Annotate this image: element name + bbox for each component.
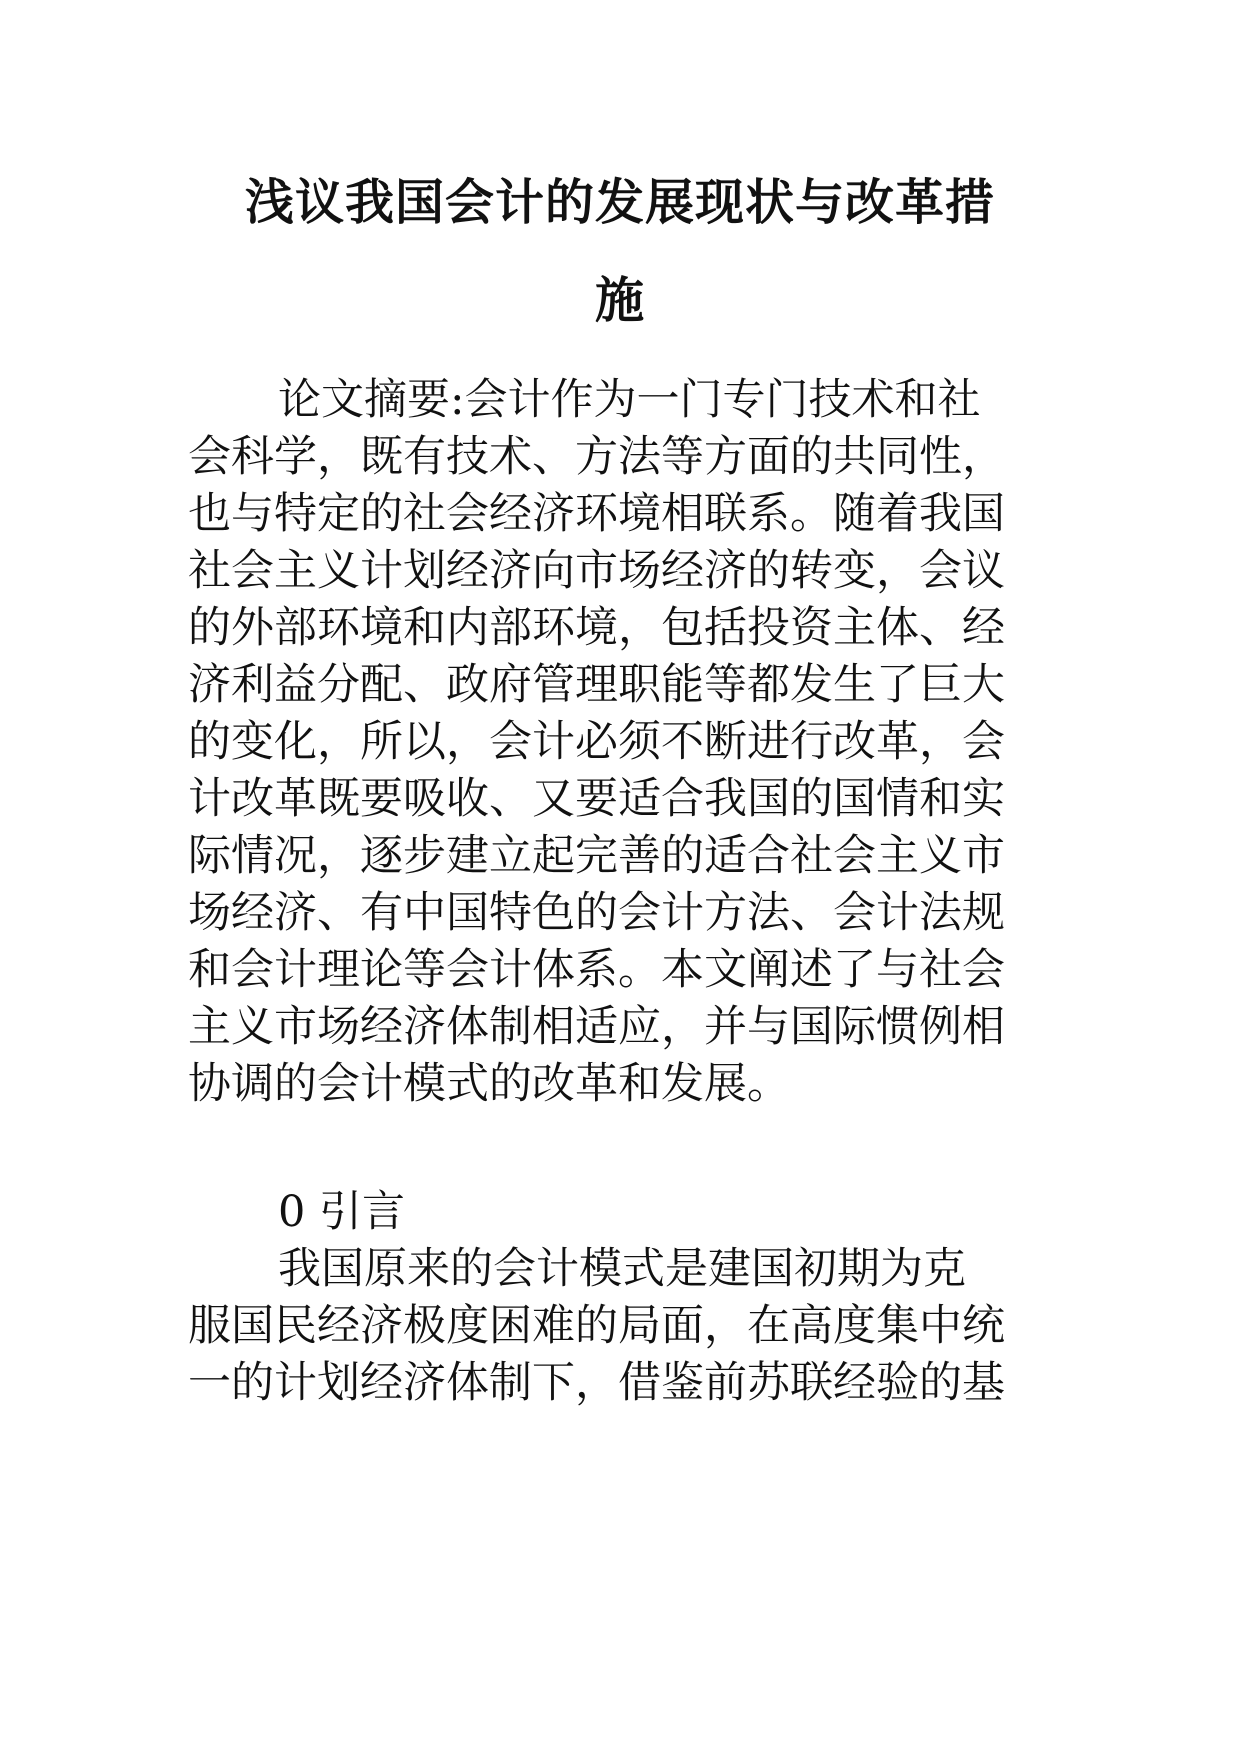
intro-line: 一的计划经济体制下，借鉴前苏联经验的基	[188, 1358, 1005, 1408]
abstract-line: 的外部环境和内部环境，包括投资主体、经	[188, 603, 1005, 653]
abstract-line: 场经济、有中国特色的会计方法、会计法规	[188, 888, 1005, 938]
document-title-line-2: 施	[594, 272, 645, 329]
document-title-line-1: 浅议我国会计的发展现状与改革措	[244, 174, 995, 231]
intro-line: 服国民经济极度困难的局面，在高度集中统	[188, 1301, 1005, 1351]
intro-line: 我国原来的会计模式是建国初期为克	[278, 1244, 966, 1294]
abstract-line: 计改革既要吸收、又要适合我国的国情和实	[188, 774, 1005, 824]
abstract-line: 主义市场经济体制相适应，并与国际惯例相	[188, 1002, 1005, 1052]
abstract-line: 协调的会计模式的改革和发展。	[188, 1059, 790, 1109]
abstract-line: 也与特定的社会经济环境相联系。随着我国	[188, 489, 1005, 539]
abstract-line: 济利益分配、政府管理职能等都发生了巨大	[188, 660, 1005, 710]
abstract-line: 的变化，所以，会计必须不断进行改革，会	[188, 717, 1005, 767]
section-heading-introduction: 0 引言	[278, 1187, 406, 1237]
abstract-line: 会科学，既有技术、方法等方面的共同性，	[188, 432, 1005, 482]
abstract-line: 论文摘要:会计作为一门专门技术和社	[278, 375, 981, 425]
abstract-line: 社会主义计划经济向市场经济的转变，会议	[188, 546, 1005, 596]
abstract-line: 和会计理论等会计体系。本文阐述了与社会	[188, 945, 1005, 995]
abstract-line: 际情况，逐步建立起完善的适合社会主义市	[188, 831, 1005, 881]
